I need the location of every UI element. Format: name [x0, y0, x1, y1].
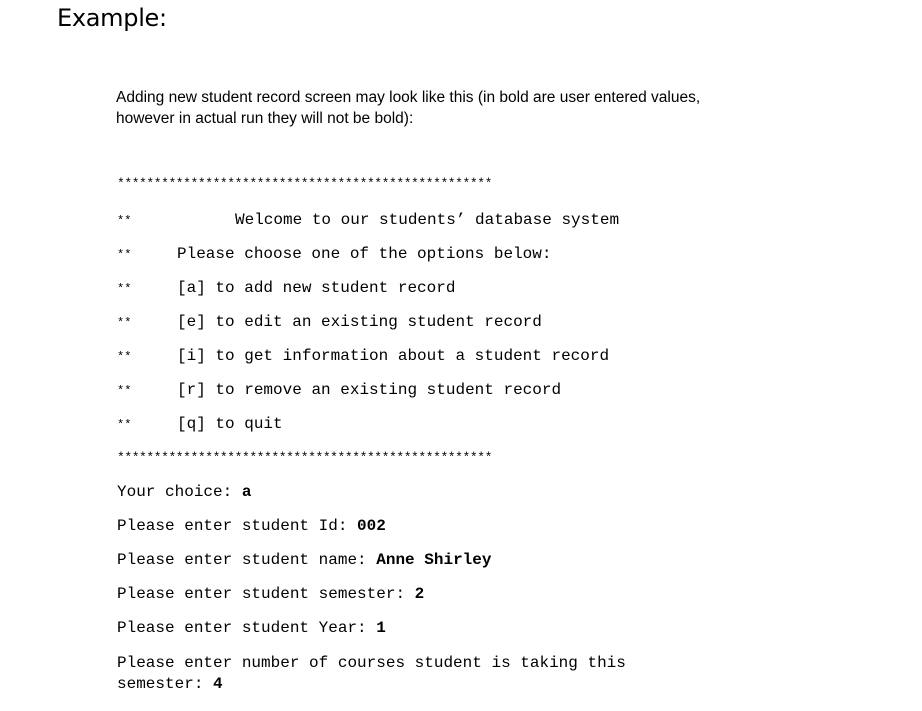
option-text: to remove an existing student record — [215, 381, 562, 399]
input-row-student-id — [117, 517, 386, 535]
input-label: Please enter student Id: — [117, 517, 358, 535]
option-key: [e] — [177, 313, 206, 331]
input-row-year — [117, 619, 386, 637]
option-key: [a] — [177, 279, 206, 297]
row-prefix: ** — [117, 418, 132, 432]
prompt-text: Please choose one of the options below: — [177, 245, 552, 263]
input-value: Anne Shirley — [376, 551, 492, 569]
option-row-edit — [117, 313, 542, 331]
option-key: [i] — [177, 347, 206, 365]
input-row-courses — [117, 653, 717, 695]
option-key: [q] — [177, 415, 206, 433]
option-key: [r] — [177, 381, 206, 399]
input-value: 4 — [213, 675, 223, 693]
option-text: to quit — [215, 415, 283, 433]
example-heading: Example: — [57, 4, 167, 32]
option-text: to get information about a student record — [215, 347, 610, 365]
row-prefix: ** — [117, 248, 132, 262]
row-prefix: ** — [117, 214, 132, 228]
row-prefix: ** — [117, 384, 132, 398]
option-text: to edit an existing student record — [215, 313, 542, 331]
option-row-info — [117, 347, 609, 365]
welcome-text: Welcome to our students’ database system — [235, 211, 620, 229]
input-value: 2 — [414, 585, 425, 603]
row-prefix: ** — [117, 350, 132, 364]
welcome-row — [117, 211, 619, 229]
input-label: Please enter student name: — [117, 551, 377, 569]
input-label: Your choice: — [117, 483, 242, 501]
row-prefix: ** — [117, 282, 132, 296]
option-row-remove — [117, 381, 561, 399]
input-value: 002 — [357, 517, 386, 535]
input-value: 1 — [376, 619, 386, 637]
input-row-student-name — [117, 551, 491, 569]
prompt-row — [117, 245, 551, 263]
intro-paragraph — [116, 87, 756, 129]
option-row-quit — [117, 415, 283, 433]
row-prefix: ** — [117, 316, 132, 330]
border-line-bottom: *************************************************** — [117, 450, 492, 465]
option-text: to add new student record — [215, 279, 456, 297]
intro-line-1: Adding new student record screen may look like this (in bold are user entered values, — [116, 89, 701, 106]
input-value: a — [241, 483, 252, 501]
input-label: Please enter student semester: — [117, 585, 415, 603]
input-row-choice — [117, 483, 251, 501]
input-row-semester — [117, 585, 424, 603]
option-row-add — [117, 279, 455, 297]
input-label: Please enter number of courses student is taking this semester: — [117, 654, 636, 693]
intro-line-2: however in actual run they will not be bold): — [116, 110, 414, 127]
input-label: Please enter student Year: — [117, 619, 377, 637]
border-line-top: *************************************************** — [117, 176, 492, 191]
